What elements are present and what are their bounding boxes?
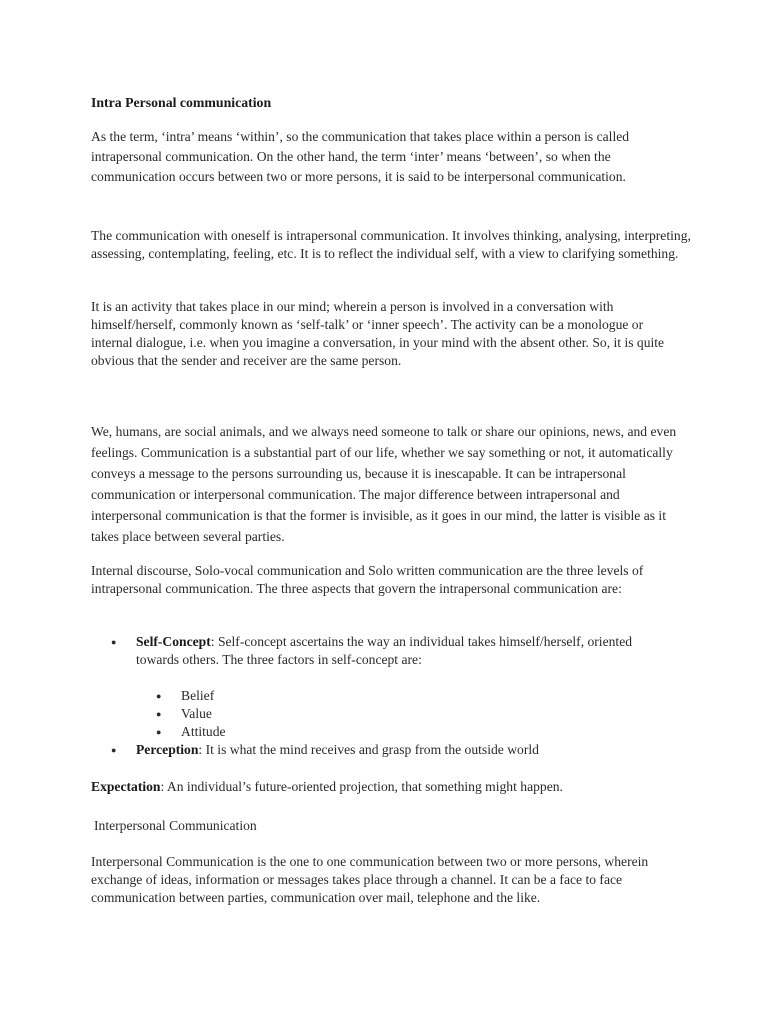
expectation-line [91,778,691,796]
perception-text: : It is what the mind receives and grasp from the outside world [198,742,539,757]
paragraph-levels: Internal discourse, Solo-vocal communication and Solo written communication are the three levels of intrapersonal communication. The three aspects that govern the intrapersonal communication are: [91,563,644,596]
self-concept-factors-list [156,687,481,741]
expectation-text: : An individual’s future-oriented projection, that something might happen. [160,779,563,794]
bullet-icon: ● [111,745,117,755]
factor-label: Belief [181,688,215,703]
bullet-icon: ● [156,727,162,737]
paragraph-social-animals: We, humans, are social animals, and we always need someone to talk or share our opinions, news, and even feelings. Communication is a substantial part of our life, whether we say something or not, it automatically conveys a message to the persons surrounding us, because it is inescapable. It can be intrapersonal communication or interpersonal communication. The major difference between intrapersonal and interpersonal communication is that the former is invisible, as it goes in our mind, the latter is visible as it takes place between several parties. [91,424,677,544]
list-item-factor [156,705,481,723]
bullet-icon: ● [156,709,162,719]
factor-label: Value [181,706,212,721]
self-concept-text: : Self-concept ascertains the way an individual takes himself/herself, oriented towards others. The three factors in self-concept are: [136,634,633,667]
section-heading-interpersonal: Interpersonal Communication [94,818,257,833]
page-title: Intra Personal communication [91,95,272,110]
paragraph-self-talk: It is an activity that takes place in our mind; wherein a person is involved in a conversation with himself/herself, commonly known as ‘self-talk’ or ‘inner speech’. The activity can be a monologue or internal dialogue, i.e. when you imagine a conversation, in your mind with the absent other. So, it is quite obvious that the sender and receiver are the same person. [91,299,665,368]
aspects-list [111,633,656,669]
list-item-self-concept [111,633,656,669]
list-item-factor [156,687,481,705]
paragraph-interpersonal: Interpersonal Communication is the one to one communication between two or more persons, wherein exchange of ideas, information or messages takes place through a channel. It can be a face to face communication between parties, communication over mail, telephone and the like. [91,854,649,905]
expectation-term: Expectation [91,779,161,794]
perception-term: Perception [136,742,199,757]
list-item-factor [156,723,481,741]
self-concept-term: Self-Concept [136,634,211,649]
bullet-icon: ● [156,691,162,701]
bullet-icon: ● [111,637,117,647]
paragraph-intra-description: The communication with oneself is intrapersonal communication. It involves thinking, analysing, interpreting, assessing, contemplating, feeling, etc. It is to reflect the individual self, with a view to clarifying something. [91,228,691,261]
list-item-perception [111,741,696,759]
factor-label: Attitude [181,724,226,739]
paragraph-intra-definition: As the term, ‘intra’ means ‘within’, so the communication that takes place within a person is called intrapersonal communication. On the other hand, the term ‘inter’ means ‘between’, so when the communication occurs between two or more persons, it is said to be interpersonal communication. [91,129,630,184]
